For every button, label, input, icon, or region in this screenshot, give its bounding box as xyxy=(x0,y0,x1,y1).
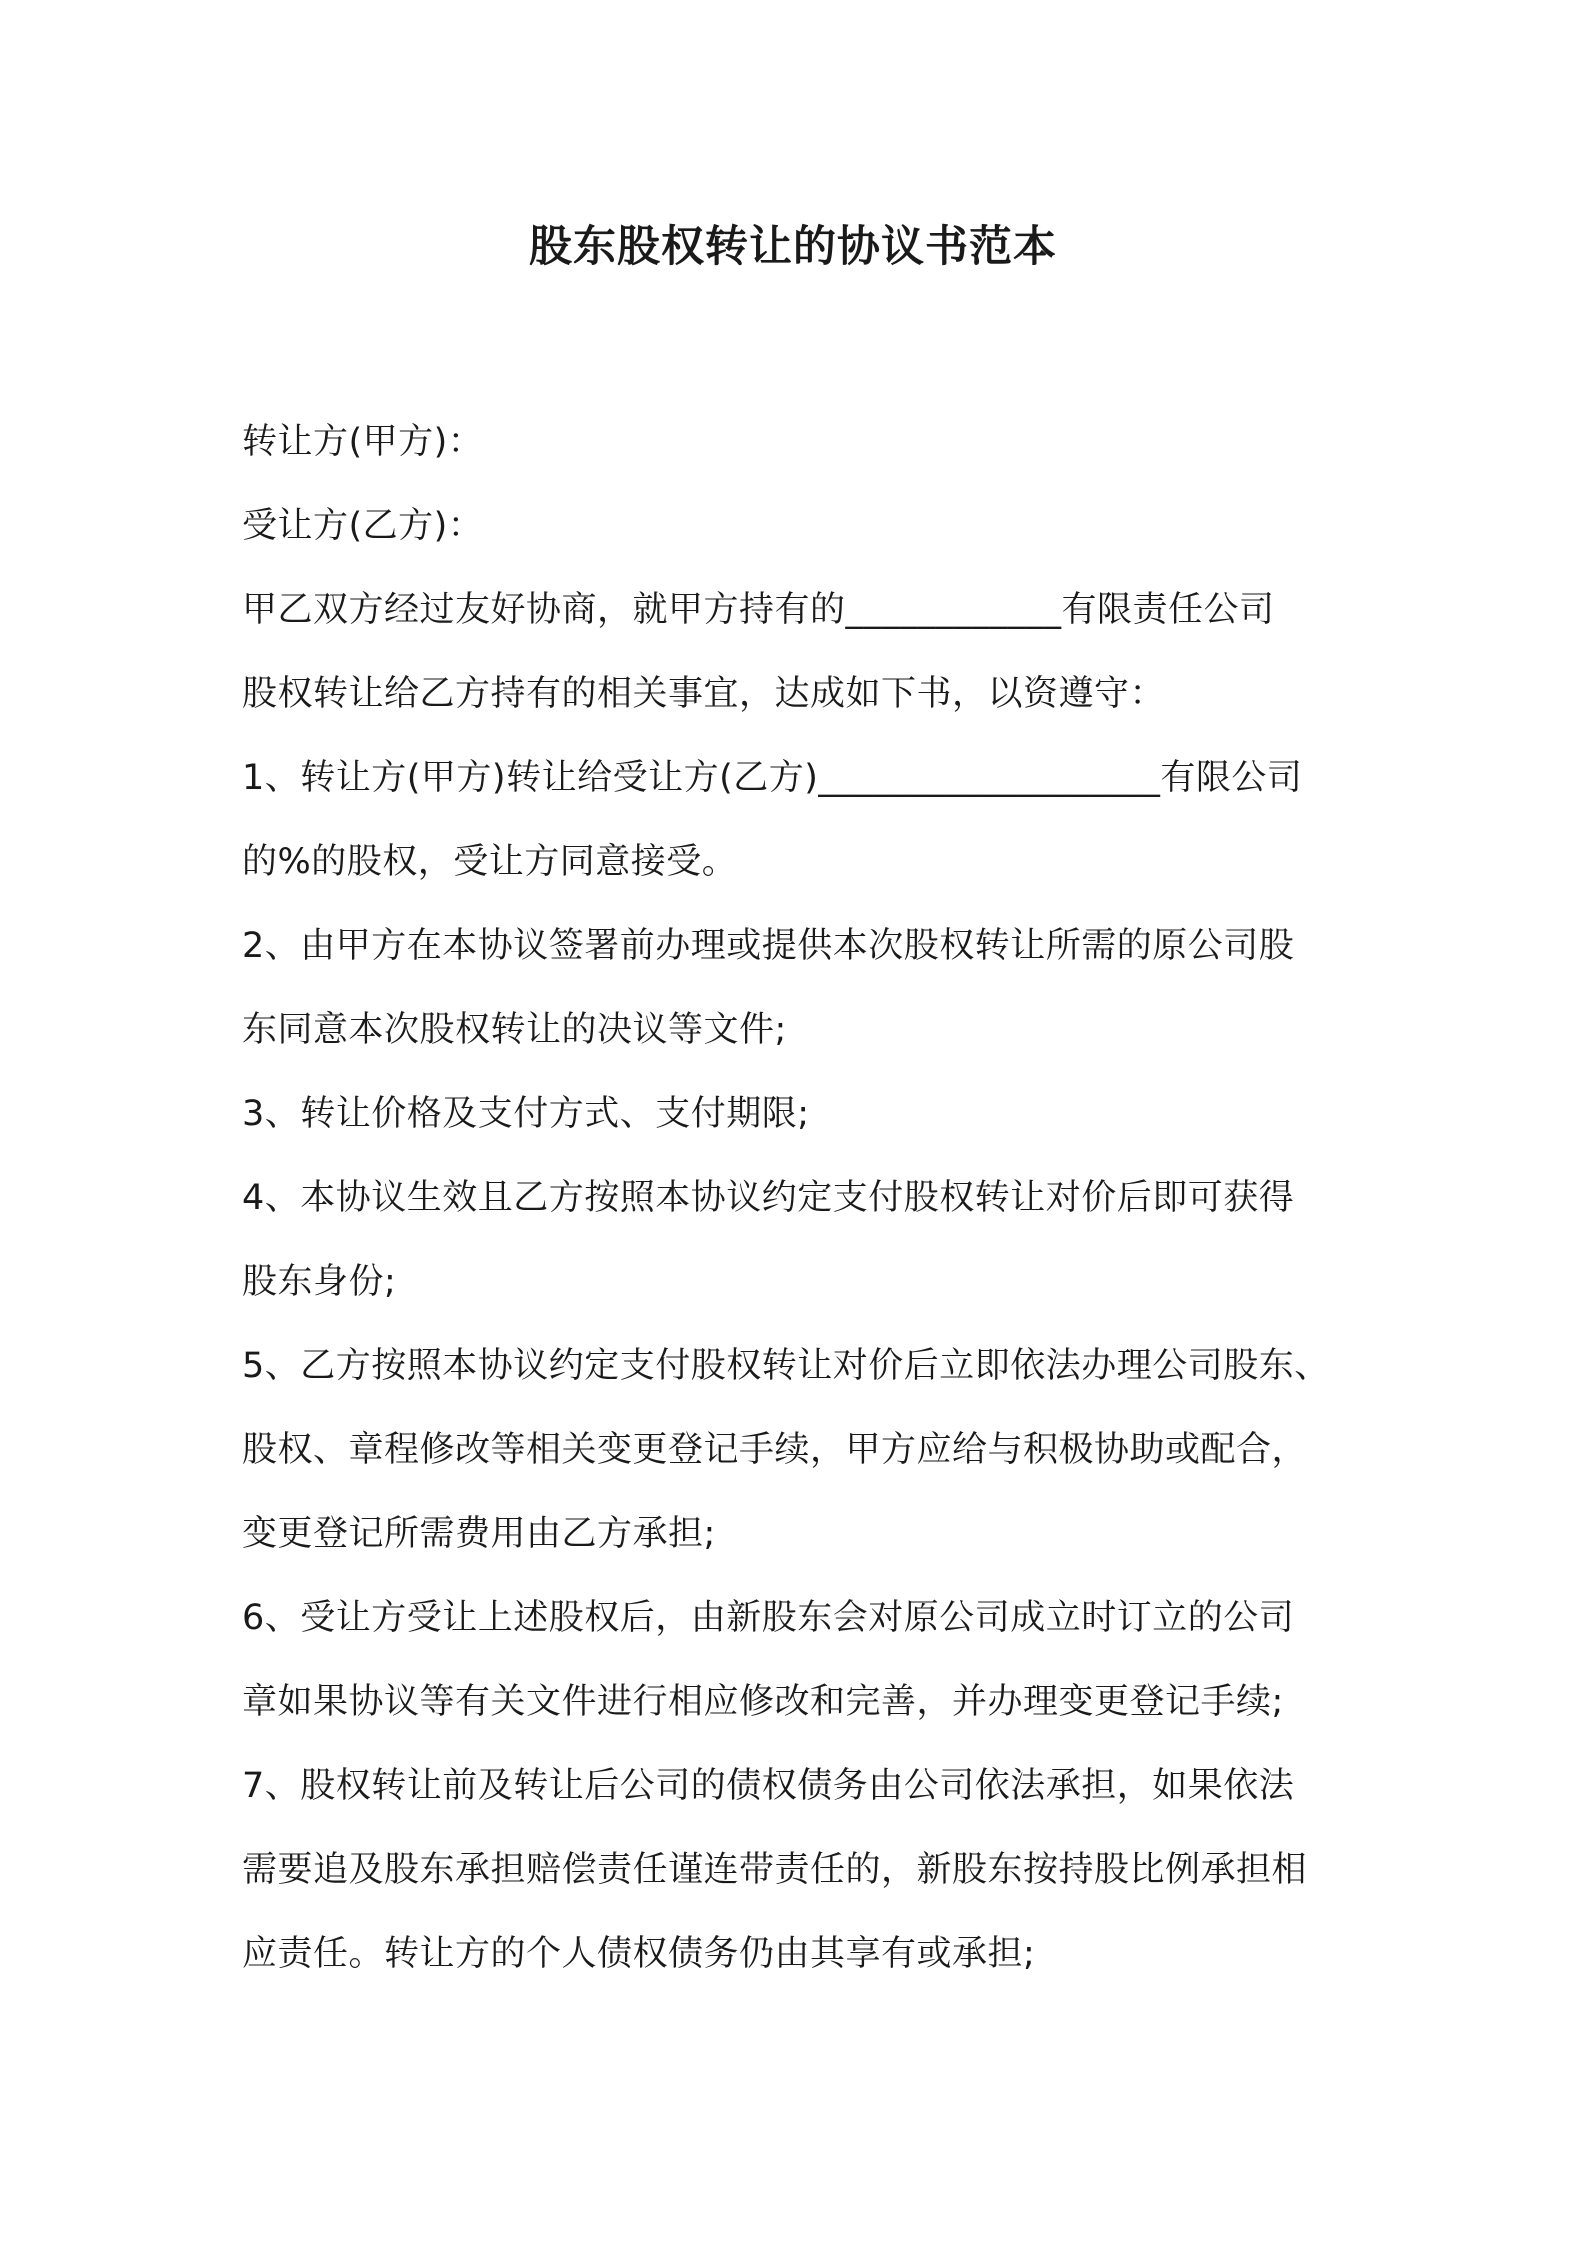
preamble-line: 股权转让给乙方持有的相关事宜，达成如下书，以资遵守： xyxy=(242,674,1166,714)
clause-5-line: 5、乙方按照本协议约定支付股权转让对价后立即依法办理公司股东、 xyxy=(242,1346,1330,1386)
party-b-line: 受让方(乙方)： xyxy=(242,506,484,546)
clause-7-line: 需要追及股东承担赔偿责任谨连带责任的，新股东按持股比例承担相 xyxy=(242,1850,1308,1890)
clause-1-line: 1、转让方(甲方)转让给受让方(乙方)___________________有限公司 xyxy=(242,758,1303,798)
clause-6-line: 6、受让方受让上述股权后，由新股东会对原公司成立时订立的公司 xyxy=(242,1598,1295,1638)
clause-4-line: 股东身份; xyxy=(242,1262,397,1302)
preamble-line: 甲乙双方经过友好协商，就甲方持有的____________有限责任公司 xyxy=(242,590,1275,630)
document-title: 股东股权转让的协议书范本 xyxy=(529,222,1057,272)
clause-2-line: 2、由甲方在本协议签署前办理或提供本次股权转让所需的原公司股 xyxy=(242,926,1295,966)
clause-2-line: 东同意本次股权转让的决议等文件; xyxy=(242,1010,787,1050)
document-body xyxy=(242,400,1372,1996)
clause-1-line: 的%的股权，受让方同意接受。 xyxy=(242,842,738,882)
clause-5-line: 变更登记所需费用由乙方承担; xyxy=(242,1514,716,1554)
clause-7-line: 应责任。转让方的个人债权债务仍由其享有或承担; xyxy=(242,1934,1036,1974)
clause-5-line: 股权、章程修改等相关变更登记手续，甲方应给与积极协助或配合， xyxy=(242,1430,1308,1470)
clause-7-line: 7、股权转让前及转让后公司的债权债务由公司依法承担，如果依法 xyxy=(242,1766,1295,1806)
party-a-line: 转让方(甲方)： xyxy=(242,422,484,462)
clause-3-line: 3、转让价格及支付方式、支付期限; xyxy=(242,1094,810,1134)
clause-6-line: 章如果协议等有关文件进行相应修改和完善，并办理变更登记手续; xyxy=(242,1682,1284,1722)
clause-4-line: 4、本协议生效且乙方按照本协议约定支付股权转让对价后即可获得 xyxy=(242,1178,1295,1218)
